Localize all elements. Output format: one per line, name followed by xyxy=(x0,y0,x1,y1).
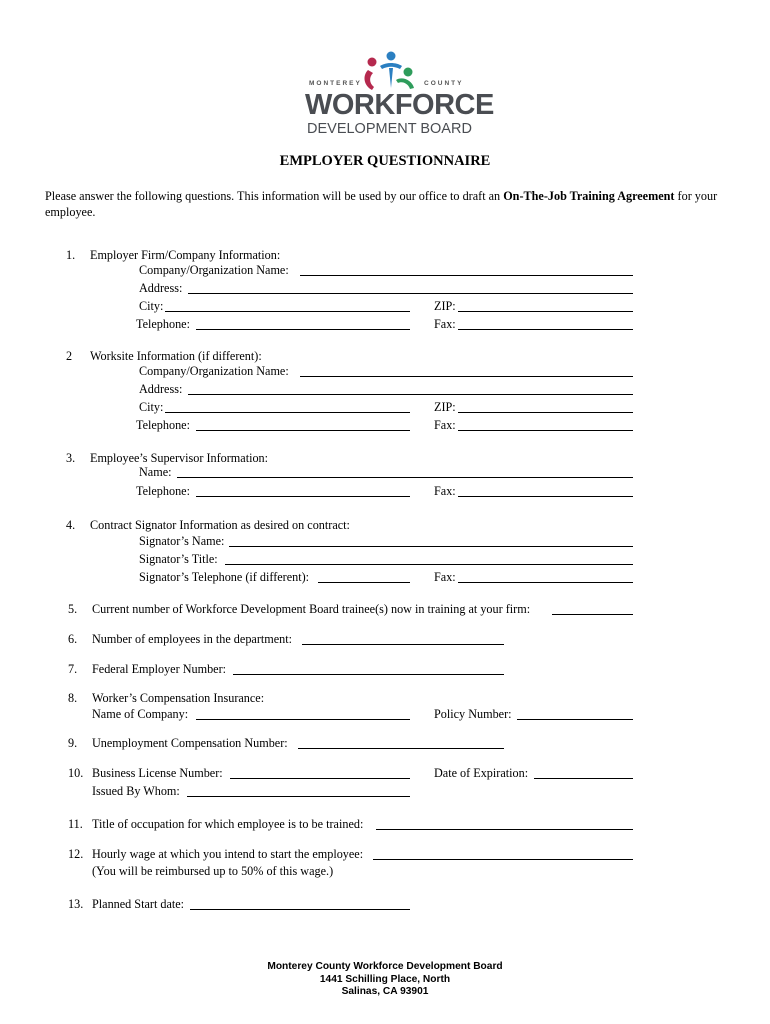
q2-address-field[interactable] xyxy=(188,394,633,395)
q2-city-label: City: xyxy=(139,400,164,414)
q1-fax-field[interactable] xyxy=(458,329,633,330)
q1-address-field[interactable] xyxy=(188,293,633,294)
q8-company-label: Name of Company: xyxy=(92,707,189,721)
logo-county-left: MONTEREY xyxy=(309,80,362,87)
q1-address-label: Address: xyxy=(139,281,183,295)
q13-text: Planned Start date: xyxy=(92,897,185,911)
q1-zip-label: ZIP: xyxy=(434,299,456,313)
q13-number: 13. xyxy=(68,897,84,911)
q5-field[interactable] xyxy=(552,614,633,615)
q1-zip-field[interactable] xyxy=(458,311,633,312)
q3-fax-field[interactable] xyxy=(458,496,633,497)
q10-license-field[interactable] xyxy=(230,778,410,779)
q9-number: 9. xyxy=(68,736,78,750)
q9-text: Unemployment Compensation Number: xyxy=(92,736,288,750)
q4-signator-phone-label: Signator’s Telephone (if different): xyxy=(139,570,310,584)
q3-heading: Employee’s Supervisor Information: xyxy=(90,451,269,465)
q3-name-field[interactable] xyxy=(177,477,633,478)
q12-field[interactable] xyxy=(373,859,633,860)
logo-red-figure xyxy=(365,70,374,90)
intro-after: for your employee. xyxy=(45,189,718,219)
intro-bold: On-The-Job Training Agreement xyxy=(503,189,675,203)
footer-line-2: 1441 Schilling Place, North xyxy=(319,973,451,985)
q2-company-field[interactable] xyxy=(300,376,633,377)
q1-fax-label: Fax: xyxy=(434,317,456,331)
q5-text: Current number of Workforce Development Board trainee(s) now in training at your firm: xyxy=(92,602,531,616)
q10-license-label: Business License Number: xyxy=(92,766,223,780)
q10-expiration-label: Date of Expiration: xyxy=(434,766,529,780)
footer-address xyxy=(0,961,770,999)
q11-number: 11. xyxy=(68,817,83,831)
q1-company-label: Company/Organization Name: xyxy=(139,263,289,277)
q12-note: (You will be reimbursed up to 50% of this wage.) xyxy=(92,864,334,878)
logo-county-right: COUNTY xyxy=(424,80,464,87)
q1-city-label: City: xyxy=(139,299,164,313)
q8-heading: Worker’s Compensation Insurance: xyxy=(92,691,265,705)
logo-blue-figure xyxy=(380,63,402,88)
q1-city-field[interactable] xyxy=(165,311,410,312)
q2-fax-field[interactable] xyxy=(458,430,633,431)
q3-name-label: Name: xyxy=(139,465,172,479)
q3-fax-label: Fax: xyxy=(434,484,456,498)
q2-telephone-field[interactable] xyxy=(196,430,410,431)
q4-signator-phone-field[interactable] xyxy=(318,582,410,583)
q3-number: 3. xyxy=(66,451,76,465)
q3-telephone-label: Telephone: xyxy=(136,484,190,498)
q7-text: Federal Employer Number: xyxy=(92,662,227,676)
q9-field[interactable] xyxy=(298,748,504,749)
q2-telephone-label: Telephone: xyxy=(136,418,190,432)
q1-heading: Employer Firm/Company Information: xyxy=(90,248,281,262)
q11-field[interactable] xyxy=(376,829,633,830)
q10-number: 10. xyxy=(68,766,84,780)
logo-green-figure xyxy=(396,78,414,89)
q1-telephone-label: Telephone: xyxy=(136,317,190,331)
q4-number: 4. xyxy=(66,518,76,532)
q1-number: 1. xyxy=(66,248,76,262)
q6-field[interactable] xyxy=(302,644,504,645)
q2-address-label: Address: xyxy=(139,382,183,396)
q6-number: 6. xyxy=(68,632,78,646)
q8-number: 8. xyxy=(68,691,78,705)
logo-blue-head xyxy=(387,52,396,61)
q12-number: 12. xyxy=(68,847,84,861)
q2-heading: Worksite Information (if different): xyxy=(90,349,262,363)
intro-text xyxy=(45,188,725,220)
q10-issued-field[interactable] xyxy=(187,796,410,797)
people-icon xyxy=(360,50,420,94)
logo-development-board: DEVELOPMENT BOARD xyxy=(307,121,472,137)
q4-signator-name-label: Signator’s Name: xyxy=(139,534,225,548)
q2-zip-label: ZIP: xyxy=(434,400,456,414)
q5-number: 5. xyxy=(68,602,78,616)
logo-green-head xyxy=(404,68,413,77)
logo-red-head xyxy=(368,58,377,67)
q2-city-field[interactable] xyxy=(165,412,410,413)
logo-workforce: WORKFORCE xyxy=(305,89,494,121)
q1-telephone-field[interactable] xyxy=(196,329,410,330)
q3-telephone-field[interactable] xyxy=(196,496,410,497)
q1-company-field[interactable] xyxy=(300,275,633,276)
footer-line-1: Monterey County Workforce Development Board xyxy=(267,961,503,972)
footer-line-3: Salinas, CA 93901 xyxy=(341,986,429,997)
q10-issued-label: Issued By Whom: xyxy=(92,784,180,798)
q4-signator-title-label: Signator’s Title: xyxy=(139,552,218,566)
q11-text: Title of occupation for which employee is to be trained: xyxy=(92,817,364,831)
q6-text: Number of employees in the department: xyxy=(92,632,293,646)
q2-fax-label: Fax: xyxy=(434,418,456,432)
q8-company-field[interactable] xyxy=(196,719,410,720)
q2-company-label: Company/Organization Name: xyxy=(139,364,289,378)
q10-expiration-field[interactable] xyxy=(534,778,633,779)
q12-text: Hourly wage at which you intend to start the employee: xyxy=(92,847,364,861)
q2-number: 2 xyxy=(66,349,73,363)
q4-fax-field[interactable] xyxy=(458,582,633,583)
q2-zip-field[interactable] xyxy=(458,412,633,413)
q7-field[interactable] xyxy=(233,674,504,675)
intro-before: Please answer the following questions. This information will be used by our office to draft an xyxy=(45,189,504,203)
q8-policy-label: Policy Number: xyxy=(434,707,512,721)
q8-policy-field[interactable] xyxy=(517,719,633,720)
q4-signator-title-field[interactable] xyxy=(225,564,633,565)
q4-fax-label: Fax: xyxy=(434,570,456,584)
q4-signator-name-field[interactable] xyxy=(229,546,633,547)
q13-field[interactable] xyxy=(190,909,410,910)
q7-number: 7. xyxy=(68,662,78,676)
page-title: EMPLOYER QUESTIONNAIRE xyxy=(279,153,491,169)
q4-heading: Contract Signator Information as desired on contract: xyxy=(90,518,350,532)
